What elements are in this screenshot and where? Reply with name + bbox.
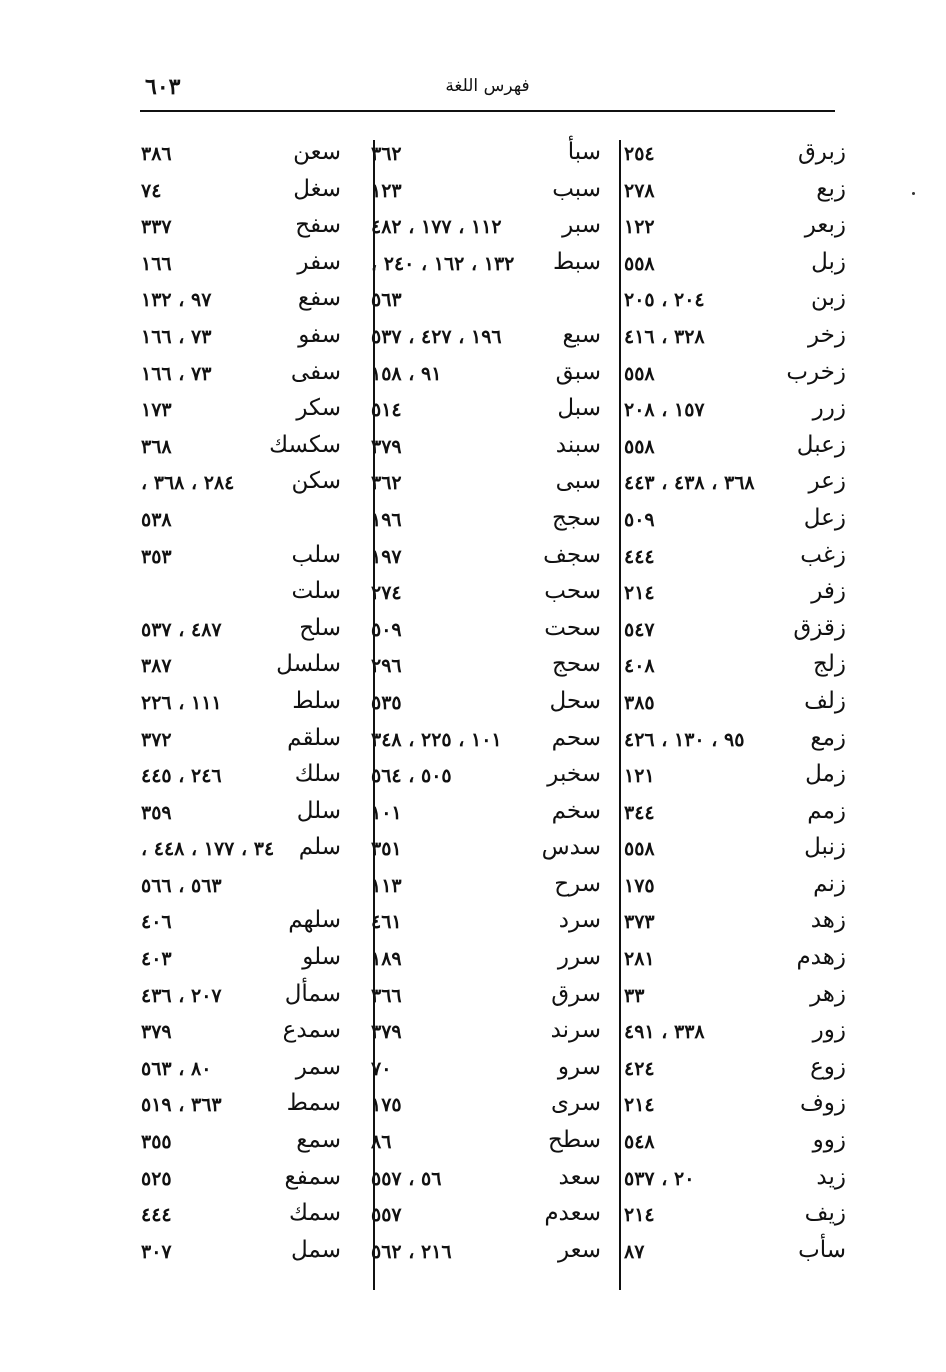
entry-root-word: زوو [812,1127,846,1154]
entry-root-word: سخبر [547,761,601,788]
index-entry [371,723,601,760]
index-entry [141,540,341,577]
index-entry [371,466,601,503]
entry-root-word: سبى [555,468,601,495]
entry-page-refs: ٧٣ ، ١٦٦ [141,325,212,348]
index-entry [371,283,601,320]
entry-page-refs: ٢٨٤ ، ٣٦٨ ، [141,472,235,495]
index-entry [624,1162,846,1199]
index-column-3 [141,137,341,1271]
entry-page-refs: ٥٥٨ [624,838,655,861]
index-entry [141,320,341,357]
entry-root-word: سمك [289,1200,341,1227]
entry-root-word: سحت [544,614,601,641]
entry-root-word: زرر [812,395,846,422]
index-entry [141,1088,341,1125]
index-entry [624,393,846,430]
entry-root-word: سرى [551,1090,601,1117]
entry-root-word: سلت [291,578,341,605]
index-entry [141,503,341,540]
index-column-1 [624,137,846,1271]
entry-root-word: زمل [805,761,846,788]
entry-page-refs: ٥٠٩ [371,618,402,641]
index-entry [141,759,341,796]
entry-root-word: زغب [800,541,846,568]
entry-root-word: زهر [810,980,846,1007]
index-entry [624,869,846,906]
entry-root-word: سلقم [287,724,341,751]
entry-page-refs: ٤٠٦ [141,911,172,934]
entry-page-refs: ٣٥٣ [141,545,172,568]
entry-root-word: سحل [549,687,601,714]
index-entry [624,1125,846,1162]
index-entry [141,247,341,284]
index-entry [624,1235,846,1272]
entry-page-refs: ٣٠٧ [141,1240,172,1263]
index-entry [624,503,846,540]
entry-page-refs: ٣٤٤ [624,801,655,824]
running-title: فهرس اللغة [445,76,530,96]
index-entry [371,540,601,577]
entry-root-word: سعدم [544,1200,601,1227]
index-entry [141,649,341,686]
index-entry [371,796,601,833]
index-entry [624,540,846,577]
index-entry [371,1052,601,1089]
entry-page-refs: ٣٦٢ [371,472,402,495]
entry-root-word: زنم [813,870,846,897]
entry-page-refs: ٧٠ [371,1057,392,1080]
index-entry [371,503,601,540]
entry-root-word: سبط [552,248,601,275]
entry-page-refs: ٣٥١ [371,838,402,861]
index-entry [624,247,846,284]
index-entry [371,174,601,211]
index-entry [141,686,341,723]
index-entry [624,283,846,320]
entry-root-word: سأب [798,1236,846,1263]
entry-page-refs: ٣٤ ، ١٧٧ ، ٤٤٨ ، [141,838,275,861]
index-entry [141,832,341,869]
entry-root-word: سعن [293,139,341,165]
index-entry [371,247,601,284]
entry-page-refs: ٤٢٤ [624,1057,655,1080]
entry-page-refs: ١٠١ ، ٢٢٥ ، ٣٤٨ [371,728,502,751]
entry-root-word: سفر [297,248,341,275]
index-entry [624,1015,846,1052]
index-entry [371,1125,601,1162]
index-entry [624,357,846,394]
entry-page-refs: ٥٢٥ [141,1167,172,1190]
index-entry [141,393,341,430]
index-entry [371,613,601,650]
entry-root-word: زلج [813,651,846,678]
entry-page-refs: ٢٠٤ ، ٢٠٥ [624,289,705,312]
entry-root-word: سجف [543,541,601,568]
entry-root-word: سمفع [284,1163,341,1190]
entry-page-refs: ٣٥٩ [141,801,172,824]
index-entry [141,942,341,979]
entry-page-refs: ٣٣ [624,984,645,1007]
index-entry [141,869,341,906]
entry-root-word: سبب [552,175,601,202]
entry-root-word: زفر [811,578,846,605]
index-entry [624,613,846,650]
entry-root-word: سمع [296,1127,341,1154]
index-entry [624,759,846,796]
index-entry [624,430,846,467]
entry-root-word: زيف [804,1200,846,1227]
entry-page-refs: ٢٧٨ [624,179,655,202]
index-entry [624,320,846,357]
entry-page-refs: ٥٠٩ [624,508,655,531]
entry-page-refs: ٥١٤ [371,399,402,422]
entry-root-word: زخرب [786,358,846,385]
entry-root-word: زقزق [793,614,846,641]
entry-page-refs: ١٧٥ [371,1094,402,1117]
index-entry [624,466,846,503]
entry-root-word: سحج [552,651,601,678]
page-header [140,70,835,112]
stray-mark [912,192,915,195]
entry-page-refs: ٤٦١ [371,911,402,934]
entry-page-refs: ٥٥٨ [624,435,655,458]
entry-root-word: سبر [562,212,601,239]
entry-page-refs: ٤٤٤ [141,1204,172,1227]
entry-root-word: سحب [544,578,601,605]
entry-root-word: زهدم [796,944,846,971]
entry-root-word: سلح [299,614,341,641]
entry-page-refs: ١٧٣ [141,399,172,422]
index-entry [624,723,846,760]
index-entry [141,576,341,613]
entry-page-refs: ٥٥٧ [371,1204,402,1227]
entry-root-word: زبل [811,248,846,275]
index-entry [371,320,601,357]
index-entry [141,613,341,650]
entry-page-refs: ٣٦٣ ، ٥١٩ [141,1094,222,1117]
entry-root-word: سدس [541,834,601,861]
entry-root-word: سبند [555,431,601,458]
entry-root-word: زوع [810,1053,846,1080]
entry-page-refs: ١٨٩ [371,948,402,971]
entry-page-refs: ٧٤ [141,179,162,202]
entry-root-word: سبل [557,395,601,422]
entry-page-refs: ١١٣ [371,874,402,897]
entry-root-word: سلسل [276,651,341,678]
entry-page-refs: ٣٣٨ ، ٤٩١ [624,1021,705,1044]
entry-page-refs: ١٩٦ [371,508,402,531]
entry-page-refs: ٥٣٨ [141,508,172,531]
entry-root-word: سكر [296,395,341,422]
entry-page-refs: ٢٠٧ ، ٤٣٦ [141,984,222,1007]
index-entry [624,942,846,979]
entry-root-word: سفو [298,321,341,348]
index-entry [371,210,601,247]
index-entry [624,576,846,613]
entry-root-word: زور [812,1017,846,1044]
entry-page-refs: ٣٥٥ [141,1131,172,1154]
entry-root-word: زعر [808,468,846,495]
entry-root-word: زمم [807,797,846,824]
entry-root-word: زبع [816,175,846,202]
entry-page-refs: ٣٧٩ [371,435,402,458]
index-entry [624,905,846,942]
entry-root-word: زيد [816,1163,846,1190]
entry-page-refs: ٣٨٧ [141,655,172,678]
index-entry [371,430,601,467]
entry-root-word: سلب [291,541,341,568]
index-entry [371,979,601,1016]
entry-page-refs: ٨٧ [624,1240,645,1263]
index-entry [141,283,341,320]
index-entry [624,174,846,211]
index-entry [371,576,601,613]
index-entry [371,686,601,723]
entry-page-refs: ٣٧٣ [624,911,655,934]
index-entry [624,649,846,686]
entry-page-refs: ١٣٢ ، ١٦٢ ، ٢٤٠ ، [371,252,515,275]
entry-page-refs: ٣٨٦ [141,143,172,165]
index-column-2 [371,137,601,1271]
entry-root-word: سلو [302,944,341,971]
entry-page-refs: ٨٠ ، ٥٦٣ [141,1057,212,1080]
entry-root-word: سكن [291,468,341,495]
entry-root-word: زبعر [804,212,846,239]
entry-page-refs: ١٥٧ ، ٢٠٨ [624,399,705,422]
entry-page-refs: ٢٠ ، ٥٣٧ [624,1167,695,1190]
index-entry [371,905,601,942]
index-entry [141,1162,341,1199]
index-entry [141,1198,341,1235]
entry-page-refs: ٥٥٨ [624,252,655,275]
index-entry [141,1015,341,1052]
entry-page-refs: ٢١٤ [624,582,655,605]
index-entry [371,1198,601,1235]
entry-root-word: سرو [557,1053,601,1080]
index-entry [371,1088,601,1125]
entry-page-refs: ٣٣٧ [141,216,172,239]
entry-page-refs: ٤٠٨ [624,655,655,678]
index-entry [624,796,846,833]
entry-root-word: سعد [558,1163,601,1190]
entry-root-word: سمدع [282,1017,341,1044]
entry-root-word: سلهم [288,907,341,934]
index-entry [141,1125,341,1162]
entry-root-word: سرر [557,944,601,971]
entry-root-word: سلك [294,761,341,788]
index-entry [371,357,601,394]
entry-root-word: سجج [552,504,601,531]
entry-page-refs: ٣٧٩ [141,1021,172,1044]
index-entry [371,649,601,686]
entry-root-word: سغل [293,175,341,202]
index-entry [371,832,601,869]
index-entry [371,759,601,796]
entry-root-word: زعبل [796,431,846,458]
index-entry [141,174,341,211]
entry-page-refs: ٣٨٥ [624,691,655,714]
entry-page-refs: ٢٤٦ ، ٤٤٥ [141,765,222,788]
entry-page-refs: ٢٧٤ [371,582,402,605]
index-entry [624,1052,846,1089]
index-entry [141,430,341,467]
index-entry [624,979,846,1016]
entry-root-word: سفع [297,285,341,312]
index-entry [624,137,846,174]
entry-page-refs: ٣٦٢ [371,143,402,165]
entry-root-word: زخر [807,321,846,348]
entry-root-word: سرح [554,870,601,897]
entry-root-word: سبأ [567,139,601,165]
entry-root-word: سرد [558,907,601,934]
entry-page-refs: ٩٥ ، ١٣٠ ، ٤٢٦ [624,728,745,751]
entry-page-refs: ٩٧ ، ١٣٢ [141,289,212,312]
entry-page-refs: ١٦٦ [141,252,172,275]
entry-page-refs: ٥٦٣ ، ٥٦٦ [141,874,222,897]
entry-page-refs: ١٢١ [624,765,655,788]
index-entry [371,1162,601,1199]
index-entry [371,1015,601,1052]
index-entry [141,796,341,833]
entry-page-refs: ٥٤٧ [624,618,655,641]
entry-page-refs: ١٠١ [371,801,402,824]
index-entry [624,210,846,247]
entry-root-word: زبن [810,285,846,312]
index-entry [141,1052,341,1089]
entry-page-refs: ١٢٢ [624,216,655,239]
entry-page-refs: ٥٠٥ ، ٥٦٤ [371,765,452,788]
entry-page-refs: ١٩٦ ، ٤٢٧ ، ٥٣٧ [371,325,502,348]
index-entry [141,723,341,760]
entry-root-word: زنبل [804,834,846,861]
index-entry [371,137,601,174]
entry-page-refs: ٢٥٤ [624,143,655,165]
index-entry [624,1198,846,1235]
entry-page-refs: ٨٦ [371,1131,392,1154]
entry-page-refs: ٥٥٨ [624,362,655,385]
entry-root-word: سكسك [269,431,341,458]
index-entry [624,686,846,723]
entry-page-refs: ٣٦٨ ، ٤٣٨ ، ٤٤٣ [624,472,755,495]
entry-page-refs: ١٩٧ [371,545,402,568]
entry-page-refs: ٣٢٨ ، ٤١٦ [624,325,705,348]
entry-page-refs: ٢٩٦ [371,655,402,678]
entry-page-refs: ٩١ ، ١٥٨ [371,362,442,385]
entry-root-word: سطح [548,1127,601,1154]
entry-page-refs: ٢٨١ [624,948,655,971]
entry-root-word: زعل [803,504,846,531]
index-entry [371,869,601,906]
entry-root-word: سمر [295,1053,341,1080]
index-entry [141,1235,341,1272]
entry-root-word: سمأل [284,980,341,1007]
entry-page-refs: ٢١٦ ، ٥٦٢ [371,1240,452,1263]
entry-page-refs: ٤٤٤ [624,545,655,568]
index-entry [141,466,341,503]
entry-root-word: زهد [810,907,846,934]
entry-root-word: سلم [298,834,341,861]
entry-root-word: زبرق [797,139,846,165]
page-number: ٦٠٣ [145,74,181,100]
index-entry [141,210,341,247]
entry-page-refs: ٢١٤ [624,1094,655,1117]
entry-root-word: زوف [799,1090,846,1117]
entry-root-word: سعر [557,1236,601,1263]
entry-page-refs: ٢١٤ [624,1204,655,1227]
entry-root-word: زمع [810,724,846,751]
entry-root-word: سخم [551,797,601,824]
entry-root-word: سفى [290,358,341,385]
entry-page-refs: ٤٨٧ ، ٥٣٧ [141,618,222,641]
index-entry [371,1235,601,1272]
entry-page-refs: ١١٢ ، ١٧٧ ، ٤٨٢ [371,216,502,239]
entry-root-word: سمل [291,1236,341,1263]
index-entry [371,393,601,430]
index-entry [141,979,341,1016]
index-entry [624,832,846,869]
entry-page-refs: ٣٦٦ [371,984,402,1007]
column-divider [619,140,621,1290]
entry-page-refs: ٥٣٥ [371,691,402,714]
entry-root-word: سرق [551,980,601,1007]
entry-root-word: سلل [296,797,341,824]
entry-root-word: سفح [295,212,341,239]
entry-root-word: سرند [550,1017,601,1044]
index-entry [141,137,341,174]
entry-page-refs: ١٧٥ [624,874,655,897]
index-entry [371,942,601,979]
entry-root-word: سبق [555,358,601,385]
index-entry [141,905,341,942]
entry-page-refs: ١١١ ، ٢٢٦ [141,691,222,714]
entry-page-refs: ٤٠٣ [141,948,172,971]
entry-page-refs: ١٢٣ [371,179,402,202]
index-entry [624,1088,846,1125]
entry-page-refs: ٥٤٨ [624,1131,655,1154]
entry-root-word: سمط [286,1090,341,1117]
entry-page-refs: ٥٦٣ [371,289,402,312]
entry-root-word: سلط [292,687,341,714]
entry-root-word: زلف [804,687,846,714]
entry-page-refs: ٣٧٢ [141,728,172,751]
entry-page-refs: ٥٦ ، ٥٥٧ [371,1167,442,1190]
entry-page-refs: ٧٣ ، ١٦٦ [141,362,212,385]
entry-page-refs: ٣٦٨ [141,435,172,458]
entry-page-refs: ٣٧٩ [371,1021,402,1044]
entry-root-word: سبع [562,321,601,348]
entry-root-word: سحم [551,724,601,751]
index-entry [141,357,341,394]
